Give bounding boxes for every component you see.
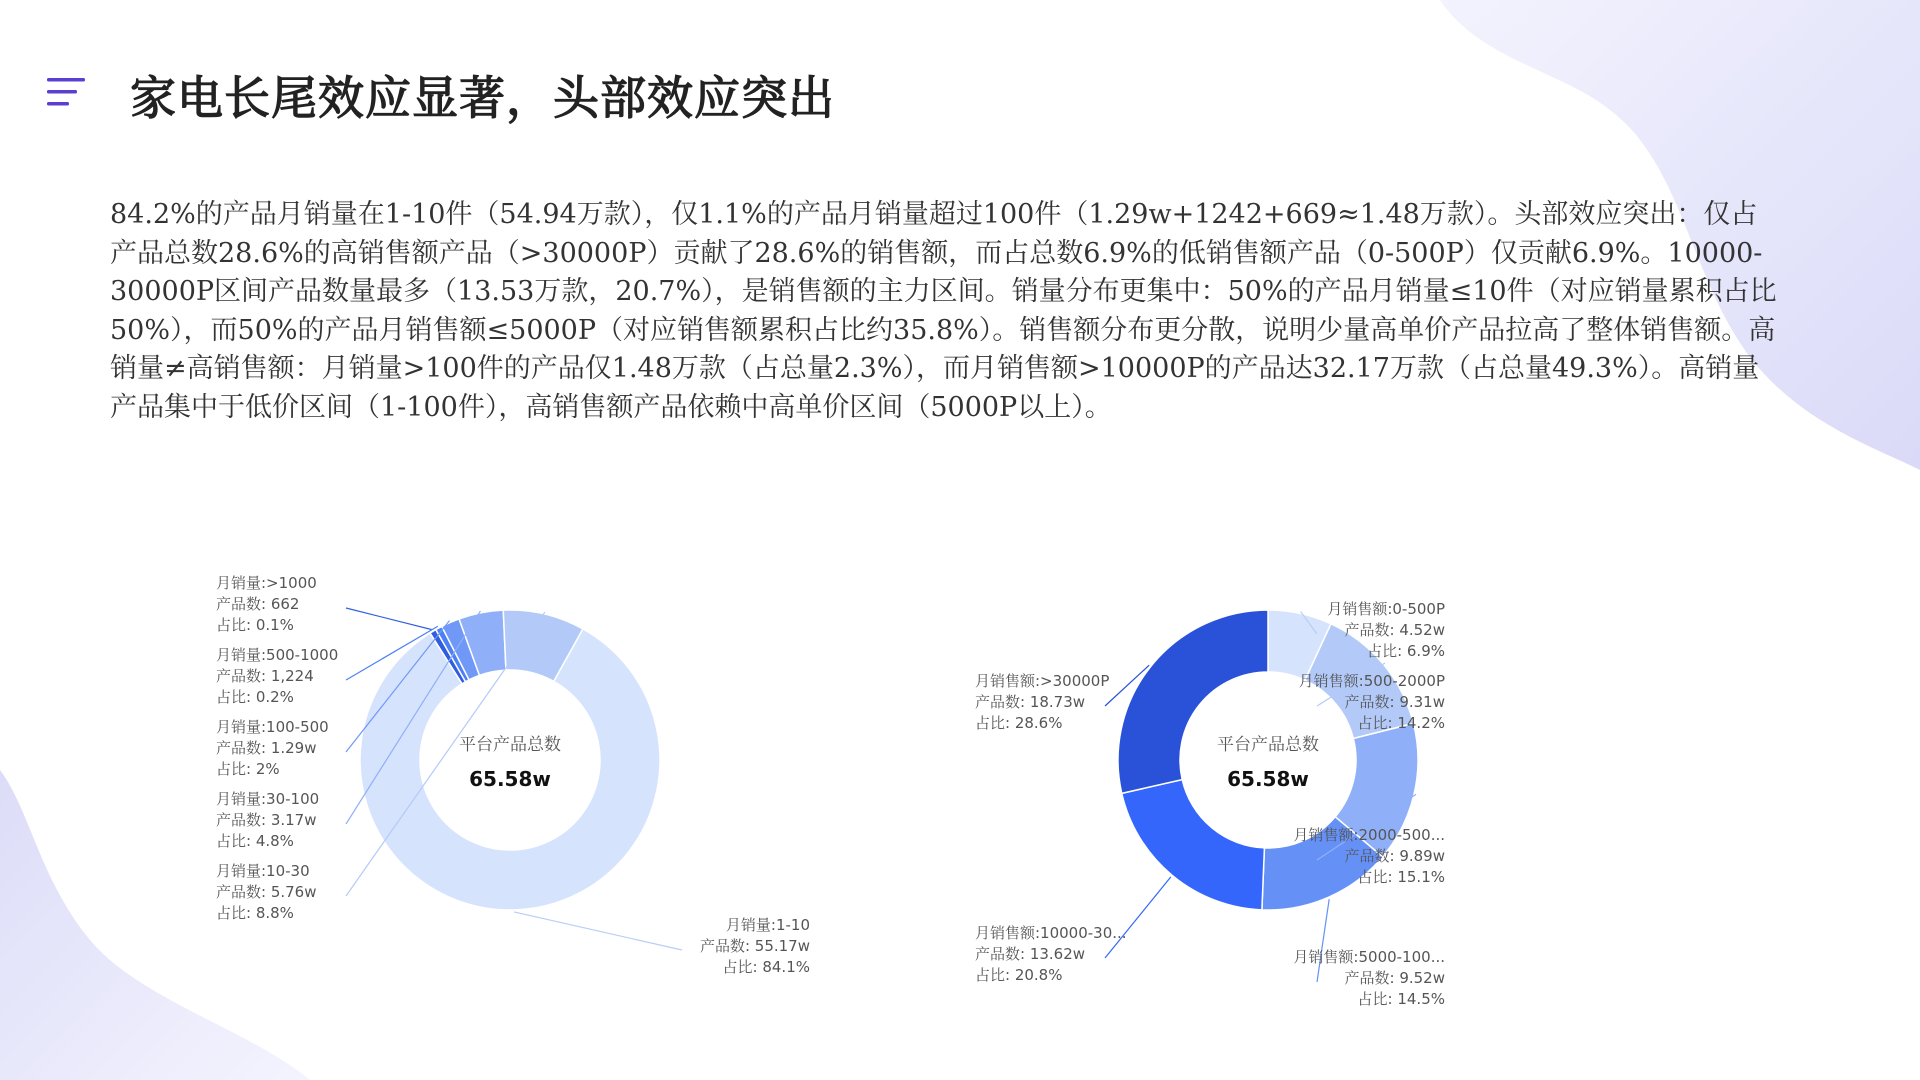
slice-label-text: 占比: 84.1% <box>722 958 810 976</box>
slice-label-text: 占比: 14.5% <box>1357 990 1445 1008</box>
slice-label-text: 产品数: 1,224 <box>216 667 314 685</box>
menu-lines-icon <box>47 76 87 110</box>
slice-label-text: 产品数: 13.62w <box>975 945 1086 963</box>
leader-line <box>514 912 682 950</box>
slice-label-text: 占比: 28.6% <box>975 714 1063 732</box>
center-value: 65.58w <box>469 767 551 791</box>
slice-label-text: 产品数: 9.89w <box>1344 847 1445 865</box>
slice-label-text: 产品数: 18.73w <box>975 693 1086 711</box>
slice-label-text: 产品数: 1.29w <box>216 739 317 757</box>
slice-label-text: 占比: 20.8% <box>975 966 1063 984</box>
center-label: 平台产品总数 <box>459 735 561 755</box>
leader-line <box>1105 877 1171 958</box>
slice-label-text: 占比: 15.1% <box>1357 868 1445 886</box>
slice-label-text: 月销售额:5000-100... <box>1293 948 1445 966</box>
slice-label-text: 占比: 6.9% <box>1367 642 1445 660</box>
page-title: 家电长尾效应显著，头部效应突出 <box>130 71 835 125</box>
sales-volume-donut-chart <box>190 560 870 1020</box>
slice-label-text: 月销售额:2000-500... <box>1293 826 1445 844</box>
slice-label-text: 月销量:1-10 <box>725 916 810 934</box>
summary-paragraph: 84.2%的产品月销量在1-10件（54.94万款），仅1.1%的产品月销量超过100件（1.29w+1242+669≈1.48万款）。头部效应突出：仅占产品总数28.6%的高销售额产品（>30000P）贡献了28.6%的销售额，而占总数6.9%的低销售额产品（0-500P）仅贡献6.9%。10000-30000P区间产品数量最多（13.53万款，20.7%），是销售额的主力区间。销量分布更集中：50%的产品月销量≤10件（对应销量累积占比50%），而50%的产品月销售额≤5000P（对应销售额累积占比约35.8%）。销售额分布更分散，说明少量高单价产品拉高了整体销售额。高销量≠高销售额：月销量>100件的产品仅1.48万款（占总量2.3%），而月销售额>10000P的产品达32.17万款（占总量49.3%）。高销量产品集中于低价区间（1-100件），高销售额产品依赖中高单价区间（5000P以上）。 <box>110 199 1777 423</box>
slice-label-text: 月销售额:500-2000P <box>1298 672 1445 690</box>
slice-label-text: 占比: 4.8% <box>216 832 294 850</box>
slice-label-text: 占比: 14.2% <box>1357 714 1445 732</box>
slice-label-text: 产品数: 9.52w <box>1344 969 1445 987</box>
donut-slices <box>360 610 660 910</box>
slice-label-text: 占比: 2% <box>216 760 280 778</box>
slice-label-text: 占比: 0.1% <box>216 616 294 634</box>
slice-label-text: 产品数: 5.76w <box>216 883 317 901</box>
slice-label-text: 占比: 0.2% <box>216 688 294 706</box>
donut-slice <box>1118 610 1268 793</box>
slice-label-text: 产品数: 3.17w <box>216 811 317 829</box>
sales-amount-donut-chart <box>950 590 1630 1030</box>
slice-label-text: 产品数: 662 <box>216 595 300 613</box>
slice-label-text: 月销量:>1000 <box>216 574 317 592</box>
slice-label-text: 产品数: 9.31w <box>1344 693 1445 711</box>
slice-label-text: 月销量:500-1000 <box>216 646 339 664</box>
slice-label-text: 月销量:30-100 <box>216 790 320 808</box>
center-label: 平台产品总数 <box>1217 735 1319 755</box>
slice-label-text: 月销售额:0-500P <box>1327 600 1445 618</box>
slice-label-text: 产品数: 55.17w <box>699 937 810 955</box>
slice-label-text: 占比: 8.8% <box>216 904 294 922</box>
slice-label-text: 产品数: 4.52w <box>1344 621 1445 639</box>
leader-line <box>1317 899 1329 982</box>
leader-line <box>346 608 432 630</box>
slice-label-text: 月销量:100-500 <box>216 718 329 736</box>
donut-slice <box>1122 780 1265 910</box>
slice-label-text: 月销量:10-30 <box>216 862 310 880</box>
slice-label-text: 月销售额:10000-30... <box>975 924 1127 942</box>
slice-label-text: 月销售额:>30000P <box>975 672 1110 690</box>
center-value: 65.58w <box>1227 767 1309 791</box>
